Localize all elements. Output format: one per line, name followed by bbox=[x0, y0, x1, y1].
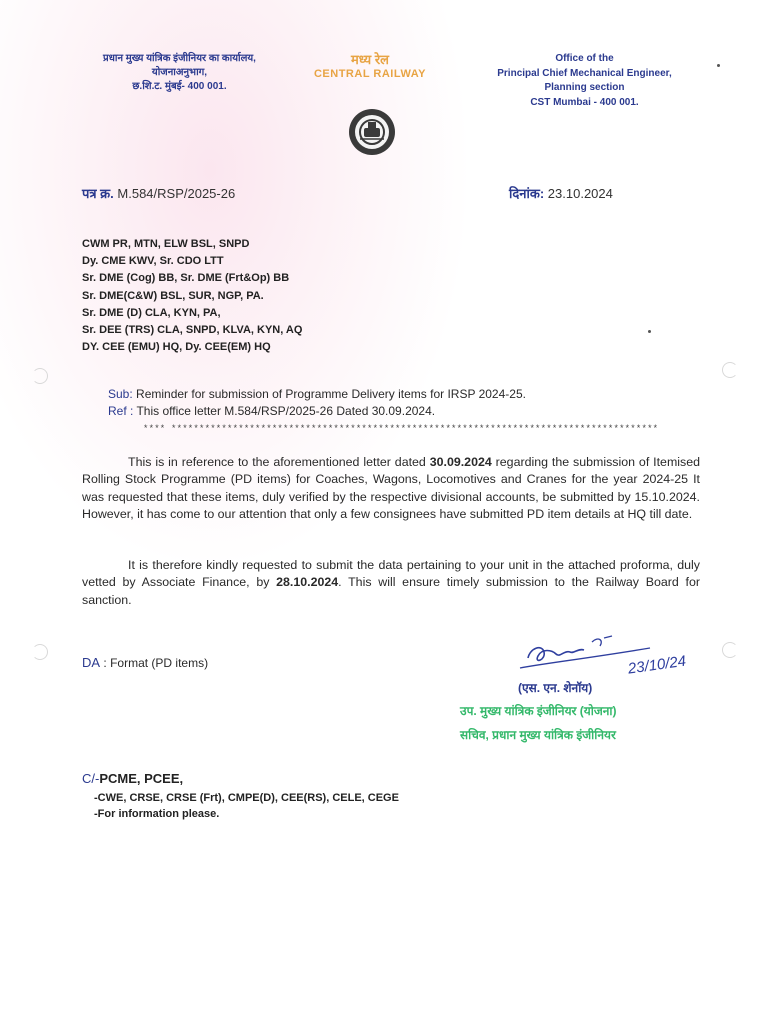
enclosure-text: : Format (PD items) bbox=[103, 656, 209, 670]
letterhead-english-line-4: CST Mumbai - 400 001. bbox=[530, 96, 639, 108]
railway-name-hindi: मध्य रेल bbox=[351, 52, 389, 67]
letter-number-label: पत्र क्र. bbox=[82, 186, 114, 201]
reference-line bbox=[108, 403, 526, 420]
ink-speck bbox=[648, 330, 651, 333]
enclosure-line bbox=[82, 655, 208, 670]
addressee-line: Sr. DEE (TRS) CLA, SNPD, KLVA, KYN, AQ bbox=[82, 324, 303, 337]
reference-label: Ref : bbox=[108, 404, 134, 418]
signatory-designation-1: उप. मुख्य यांत्रिक इंजीनियर (योजना) bbox=[460, 704, 617, 718]
p2-text-a: It is therefore kindly requested to submit the data pertaining to your unit in the attached proforma, duly vetted by Associate Finance, by bbox=[82, 558, 700, 590]
p2-text-c: . This will ensure timely submission to the Railway Board for sanction. bbox=[82, 575, 700, 607]
letterhead-hindi-line-1: प्रधान मुख्य यांत्रिक इंजीनियर का कार्यालय, bbox=[103, 53, 256, 64]
letter-date-label: दिनांक: bbox=[509, 186, 545, 201]
letterhead-hindi-line-3: छ.शि.ट. मुंबई- 400 001. bbox=[132, 81, 227, 92]
punch-hole-mark bbox=[722, 642, 738, 658]
letterhead-english-line-2: Principal Chief Mechanical Engineer, bbox=[497, 67, 672, 79]
body-paragraph-2 bbox=[82, 557, 700, 609]
subject-block bbox=[108, 386, 526, 420]
body-paragraph-1 bbox=[82, 454, 700, 524]
ink-speck bbox=[717, 64, 720, 67]
letterhead-english bbox=[462, 52, 707, 110]
indian-railways-emblem-icon bbox=[340, 107, 404, 157]
p1-text-a: This is in reference to the aforementioned letter dated bbox=[128, 455, 430, 469]
punch-hole-mark bbox=[722, 362, 738, 378]
signatory-designation-2: सचिव, प्रधान मुख्य यांत्रिक इंजीनियर bbox=[460, 728, 616, 742]
copy-to-recipients: PCME, PCEE, bbox=[99, 771, 184, 786]
railway-name-english: CENTRAL RAILWAY bbox=[313, 68, 426, 80]
signatory-name: (एस. एन. शेनॉय) bbox=[518, 681, 593, 695]
letterhead-hindi-line-2: योजनाअनुभाग, bbox=[151, 67, 208, 78]
letter-date-value: 23.10.2024 bbox=[547, 186, 613, 201]
p1-text-c: regarding the submission of Itemised Rolling Stock Programme (PD items) for Coaches, Wagons, Locomotives and Cranes for the year 2024-25 It was requested that these items, duly verified by the respective divisional accounts, be submitted by 15.10.2024. However, it has come to our attention that only a few consignees have submitted PD item details at HQ till date. bbox=[82, 455, 700, 522]
addressee-line: CWM PR, MTN, ELW BSL, SNPD bbox=[82, 238, 250, 250]
copy-to-line-2: -For information please. bbox=[94, 808, 220, 820]
subject-text: Reminder for submission of Programme Delivery items for IRSP 2024-25. bbox=[136, 387, 526, 401]
punch-hole-mark bbox=[32, 644, 48, 660]
addressee-line: Sr. DME(C&W) BSL, SUR, NGP, PA. bbox=[82, 289, 264, 302]
subject-label: Sub: bbox=[108, 387, 133, 401]
subject-line bbox=[108, 386, 526, 403]
enclosure-label: DA bbox=[82, 655, 101, 670]
letterhead-hindi bbox=[72, 52, 287, 94]
separator-stars: **** *************************************************************************************** bbox=[143, 424, 659, 434]
addressee-line: Sr. DME (D) CLA, KYN, PA, bbox=[82, 306, 221, 319]
copy-to-line-1: -CWE, CRSE, CRSE (Frt), CMPE(D), CEE(RS), CELE, CEGE bbox=[94, 792, 399, 804]
addressee-line: Sr. DME (Cog) BB, Sr. DME (Frt&Op) BB bbox=[82, 272, 290, 285]
p2-date-bold: 28.10.2024 bbox=[276, 575, 339, 590]
signature-date: 23/10/24 bbox=[626, 652, 688, 678]
addressee-line: Dy. CME KWV, Sr. CDO LTT bbox=[82, 255, 224, 268]
railway-name bbox=[300, 50, 440, 80]
letterhead-english-line-3: Planning section bbox=[544, 82, 625, 93]
letterhead-english-line-1: Office of the bbox=[555, 53, 614, 64]
reference-text: This office letter M.584/RSP/2025-26 Dated 30.09.2024. bbox=[136, 404, 436, 418]
copy-to-heading bbox=[82, 771, 183, 786]
letter-number bbox=[82, 184, 235, 202]
letter-number-value: M.584/RSP/2025-26 bbox=[117, 186, 236, 201]
letter-date bbox=[509, 184, 613, 202]
addressee-line: DY. CEE (EMU) HQ, Dy. CEE(EM) HQ bbox=[82, 341, 271, 354]
punch-hole-mark bbox=[32, 368, 48, 384]
copy-to-prefix: C/- bbox=[82, 771, 100, 786]
addressee-list bbox=[82, 236, 302, 356]
p1-date-bold: 30.09.2024 bbox=[429, 455, 492, 469]
